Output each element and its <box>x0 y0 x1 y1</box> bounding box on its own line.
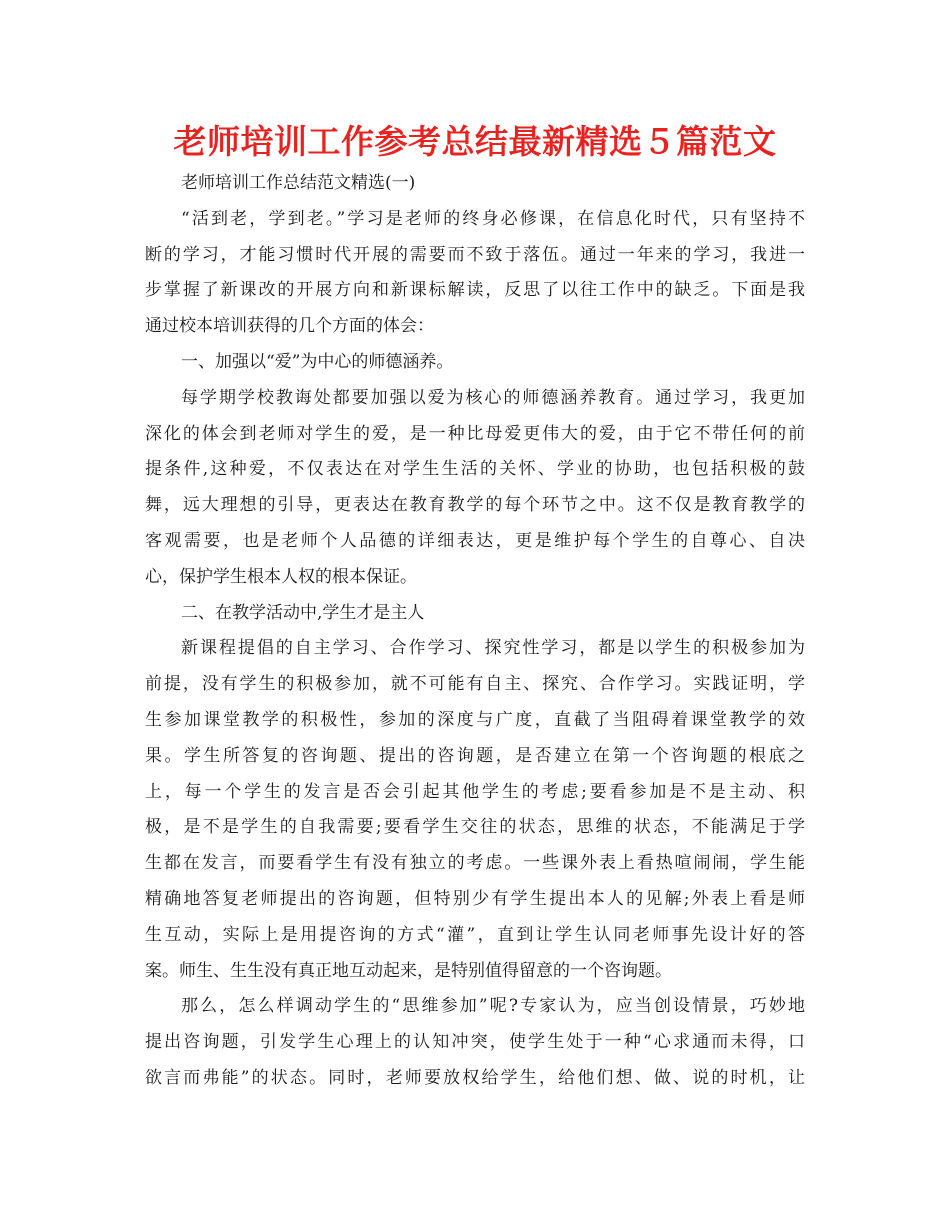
text-line: 上，每一个学生的发言是否会引起其他学生的考虑;要看参加是不是主动、积 <box>145 781 805 802</box>
text-line: 生参加课堂教学的积极性，参加的深度与广度，直截了当阻碍着课堂教学的效 <box>145 709 805 730</box>
text-line: 欲言而弗能”的状态。同时，老师要放权给学生，给他们想、做、说的时机，让 <box>145 1067 805 1088</box>
text-line: 提出咨询题，引发学生心理上的认知冲突，使学生处于一种“心求通而未得，口 <box>145 1032 805 1053</box>
text-line: 精确地答复老师提出的咨询题，但特别少有学生提出本人的见解;外表上看是师 <box>145 888 805 909</box>
document-body <box>145 166 805 1097</box>
text-line: 一、加强以“爱”为中心的师德涵养。 <box>181 351 454 372</box>
text-line: 客观需要，也是老师个人品德的详细表达，更是维护每个学生的自尊心、自决 <box>145 530 805 551</box>
text-line: 生互动，实际上是用提咨询的方式“灌”，直到让学生认同老师事先设计好的答 <box>145 924 805 945</box>
text-line: 提条件,这种爱，不仅表达在对学生生活的关怀、学业的协助，也包括积极的鼓 <box>145 459 805 480</box>
document-title: 老师培训工作参考总结最新精选５篇范文 <box>173 122 777 161</box>
text-line: 每学期学校教诲处都要加强以爱为核心的师德涵养教育。通过学习，我更加 <box>181 387 805 408</box>
text-line: 果。学生所答复的咨询题、提出的咨询题，是否建立在第一个咨询题的根底之 <box>145 745 805 766</box>
text-line: “活到老，学到老。”学习是老师的终身必修课，在信息化时代，只有坚持不 <box>181 208 805 229</box>
text-line: 那么，怎么样调动学生的“思维参加”呢?专家认为，应当创设情景，巧妙地 <box>181 996 805 1017</box>
text-line: 老师培训工作总结范文精选(一) <box>181 173 416 193</box>
text-line: 案。师生、生生没有真正地互动起来，是特别值得留意的一个咨询题。 <box>145 960 672 981</box>
text-line: 二、在教学活动中,学生才是主人 <box>181 602 425 623</box>
text-line: 断的学习，才能习惯时代开展的需要而不致于落伍。通过一年来的学习，我进一 <box>145 244 805 265</box>
text-line: 心，保护学生根本人权的根本保证。 <box>145 566 417 587</box>
text-line: 深化的体会到老师对学生的爱，是一种比母爱更伟大的爱，由于它不带任何的前 <box>145 423 805 444</box>
text-line: 极，是不是学生的自我需要;要看学生交往的状态，思维的状态，不能满足于学 <box>145 817 805 838</box>
text-line: 通过校本培训获得的几个方面的体会： <box>145 316 434 337</box>
text-line: 前提，没有学生的积极参加，就不可能有自主、探究、合作学习。实践证明，学 <box>145 674 805 695</box>
text-line: 生都在发言，而要看学生有没有独立的考虑。一些课外表上看热喧闹闹，学生能 <box>145 853 805 874</box>
text-line: 舞，远大理想的引导，更表达在教育教学的每个环节之中。这不仅是教育教学的 <box>145 495 805 516</box>
text-line: 新课程提倡的自主学习、合作学习、探究性学习，都是以学生的积极参加为 <box>181 638 805 659</box>
text-line: 步掌握了新课改的开展方向和新课标解读，反思了以往工作中的缺乏。下面是我 <box>145 280 805 301</box>
